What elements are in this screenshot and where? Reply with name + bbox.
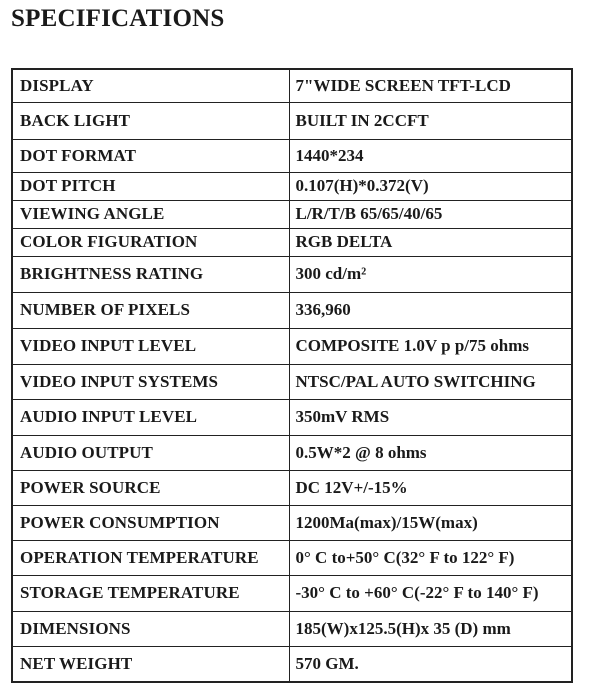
spec-label: OPERATION TEMPERATURE [12, 540, 289, 575]
spec-value: DC 12V+/-15% [289, 470, 572, 505]
spec-label: BACK LIGHT [12, 102, 289, 139]
table-row [12, 575, 572, 611]
spec-value: -30° C to +60° C(-22° F to 140° F) [289, 575, 572, 611]
table-row [12, 470, 572, 505]
spec-value: 0.107(H)*0.372(V) [289, 172, 572, 200]
specifications-table [11, 68, 573, 683]
spec-value: NTSC/PAL AUTO SWITCHING [289, 364, 572, 399]
spec-label: VIEWING ANGLE [12, 200, 289, 228]
table-row [12, 646, 572, 682]
table-row [12, 69, 572, 102]
table-row [12, 540, 572, 575]
spec-label: AUDIO INPUT LEVEL [12, 399, 289, 435]
spec-value: 300 cd/m² [289, 256, 572, 292]
table-row [12, 200, 572, 228]
spec-label: AUDIO OUTPUT [12, 435, 289, 470]
spec-label: STORAGE TEMPERATURE [12, 575, 289, 611]
table-row [12, 256, 572, 292]
spec-label: VIDEO INPUT LEVEL [12, 328, 289, 364]
spec-label: DIMENSIONS [12, 611, 289, 646]
table-row [12, 102, 572, 139]
spec-value: 350mV RMS [289, 399, 572, 435]
spec-value: 185(W)x125.5(H)x 35 (D) mm [289, 611, 572, 646]
spec-label: DOT FORMAT [12, 139, 289, 172]
spec-label: BRIGHTNESS RATING [12, 256, 289, 292]
spec-value: 1200Ma(max)/15W(max) [289, 505, 572, 540]
spec-label: DISPLAY [12, 69, 289, 102]
spec-value: 1440*234 [289, 139, 572, 172]
table-row [12, 328, 572, 364]
spec-label: COLOR FIGURATION [12, 228, 289, 256]
spec-label: POWER SOURCE [12, 470, 289, 505]
spec-label: NET WEIGHT [12, 646, 289, 682]
table-row [12, 435, 572, 470]
page-title: SPECIFICATIONS [11, 5, 225, 32]
spec-value: 336,960 [289, 292, 572, 328]
spec-label: POWER CONSUMPTION [12, 505, 289, 540]
spec-value: COMPOSITE 1.0V p p/75 ohms [289, 328, 572, 364]
table-row [12, 399, 572, 435]
spec-label: NUMBER OF PIXELS [12, 292, 289, 328]
table-row [12, 172, 572, 200]
spec-value: RGB DELTA [289, 228, 572, 256]
table-row [12, 505, 572, 540]
spec-value: 0° C to+50° C(32° F to 122° F) [289, 540, 572, 575]
spec-label: DOT PITCH [12, 172, 289, 200]
spec-value: BUILT IN 2CCFT [289, 102, 572, 139]
spec-value: L/R/T/B 65/65/40/65 [289, 200, 572, 228]
table-row [12, 364, 572, 399]
table-row [12, 611, 572, 646]
spec-value: 570 GM. [289, 646, 572, 682]
spec-label: VIDEO INPUT SYSTEMS [12, 364, 289, 399]
table-row [12, 292, 572, 328]
spec-value: 0.5W*2 @ 8 ohms [289, 435, 572, 470]
spec-value: 7"WIDE SCREEN TFT-LCD [289, 69, 572, 102]
table-row [12, 228, 572, 256]
table-row [12, 139, 572, 172]
